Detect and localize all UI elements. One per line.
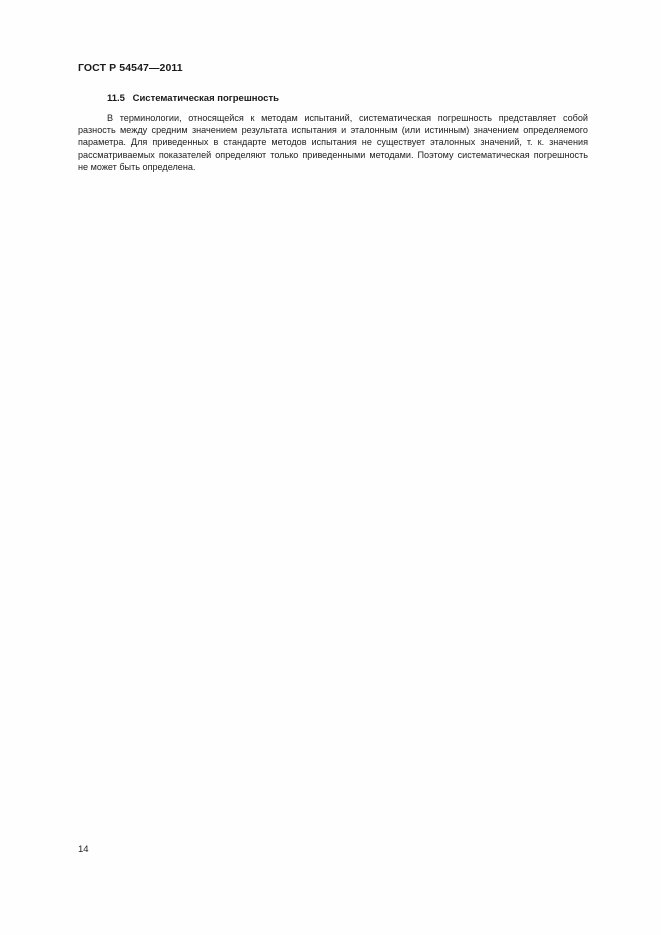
section-paragraph: В терминологии, относящейся к методам испытаний, систематическая погрешность представляет собой разность между средним значением результата испытания и эталонным (или истинным) значением определяемого параметра. Для приведенных в стандарте методов испытания не существует эталонных значений, т. к. значения рассматриваемых показателей определяют только приведенными методами. Поэтому систематическая погрешность не может быть определена. (78, 113, 588, 172)
section-heading (107, 93, 588, 105)
section-number: 11.5 (107, 93, 125, 104)
page-number: 14 (78, 844, 89, 855)
document-standard-header: ГОСТ Р 54547—2011 (78, 62, 183, 74)
section-title: Систематическая погрешность (132, 93, 279, 104)
section-11-5 (78, 93, 588, 173)
